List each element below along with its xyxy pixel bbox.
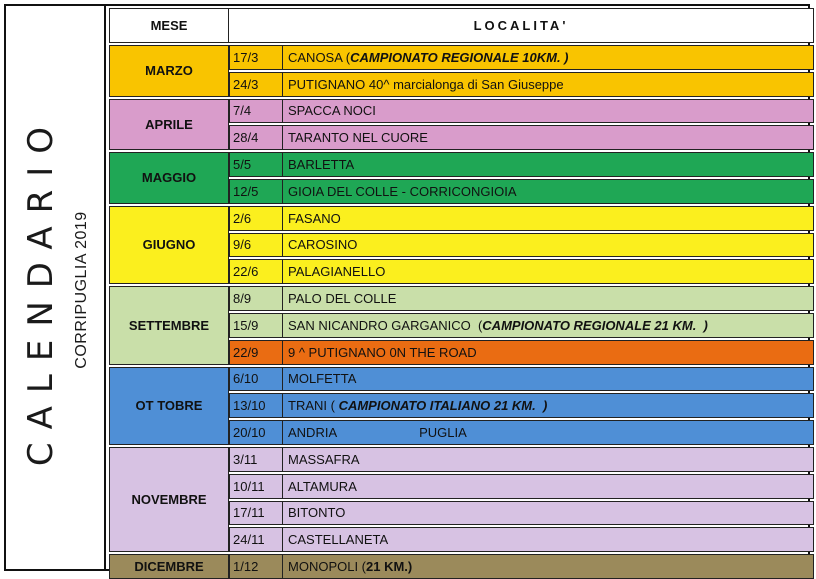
table-header: [109, 8, 814, 43]
event-place: PALO DEL COLLE: [288, 291, 397, 307]
header-localita: LOCALITA': [229, 8, 814, 43]
event-date: 7/4: [230, 100, 283, 123]
month-group-ot-tobre: [109, 367, 814, 445]
event-date: 5/5: [230, 153, 283, 176]
event-date: 17/3: [230, 46, 283, 69]
event-place: PUTIGNANO 40^ marcialonga di San Giuseppe: [288, 76, 564, 92]
month-group-maggio: [109, 152, 814, 204]
event-date: 22/9: [230, 341, 283, 364]
event-place: TRANI (: [288, 398, 335, 414]
month-group-settembre: [109, 286, 814, 364]
month-groups: [109, 45, 814, 579]
month-label: MAGGIO: [109, 152, 229, 204]
event-place: ALTAMURA: [288, 478, 357, 494]
month-group-aprile: [109, 99, 814, 151]
event-row: [229, 340, 814, 365]
event-note: CAMPIONATO REGIONALE 10KM. ): [350, 49, 569, 65]
event-place: MONOPOLI (: [288, 559, 367, 575]
event-place: SPACCA NOCI: [288, 103, 376, 119]
event-date: 24/11: [230, 528, 283, 551]
event-date: 15/9: [230, 314, 283, 337]
event-place: 9 ^ PUTIGNANO 0N THE ROAD: [288, 344, 477, 360]
event-row: [229, 420, 814, 445]
event-row: [229, 206, 814, 231]
calendar-subtitle: CORRIPUGLIA 2019: [73, 211, 90, 369]
month-label: GIUGNO: [109, 206, 229, 284]
event-place: PALAGIANELLO: [288, 264, 386, 280]
event-date: 17/11: [230, 502, 283, 525]
event-place: TARANTO NEL CUORE: [288, 130, 428, 146]
event-list: [229, 447, 814, 552]
event-row: [229, 554, 814, 579]
event-place: CASTELLANETA: [288, 532, 389, 548]
event-row: [229, 233, 814, 258]
event-place: GIOIA DEL COLLE - CORRICONGIOIA: [288, 183, 517, 199]
event-row: [229, 447, 814, 472]
event-row: [229, 45, 814, 70]
header-mese: MESE: [109, 8, 229, 43]
calendar-frame: [4, 4, 810, 575]
event-place: CANOSA (: [288, 49, 351, 65]
month-label: MARZO: [109, 45, 229, 97]
event-place: MASSAFRA: [288, 451, 360, 467]
event-date: 20/10: [230, 421, 283, 444]
event-date: 9/6: [230, 234, 283, 257]
event-date: 13/10: [230, 394, 283, 417]
event-row: [229, 393, 814, 418]
event-row: [229, 474, 814, 499]
event-row: [229, 286, 814, 311]
event-place: BARLETTA: [288, 157, 355, 173]
event-row: [229, 527, 814, 552]
calendar-title: CALENDARIO: [21, 113, 61, 467]
calendar-table: [109, 8, 814, 579]
event-place: CAROSINO: [288, 237, 358, 253]
event-list: [229, 286, 814, 364]
month-group-giugno: [109, 206, 814, 284]
event-note: CAMPIONATO ITALIANO 21 KM. ): [334, 398, 548, 414]
event-row: [229, 152, 814, 177]
event-place: ANDRIA: [288, 425, 338, 441]
event-place: FASANO: [288, 210, 341, 226]
event-date: 2/6: [230, 207, 283, 230]
event-date: 3/11: [230, 448, 283, 471]
event-list: [229, 206, 814, 284]
event-list: [229, 367, 814, 445]
event-note: CAMPIONATO REGIONALE 21 KM. ): [482, 317, 708, 333]
event-row: [229, 179, 814, 204]
event-place: BITONTO: [288, 505, 346, 521]
month-label: APRILE: [109, 99, 229, 151]
event-date: 1/12: [230, 555, 283, 578]
event-row: [229, 313, 814, 338]
event-date: 12/5: [230, 180, 283, 203]
event-date: 10/11: [230, 475, 283, 498]
month-group-dicembre: [109, 554, 814, 579]
event-date: 28/4: [230, 126, 283, 149]
month-label: NOVEMBRE: [109, 447, 229, 552]
event-list: [229, 554, 814, 579]
month-label: OT TOBRE: [109, 367, 229, 445]
event-date: 22/6: [230, 260, 283, 283]
month-group-novembre: [109, 447, 814, 552]
event-place: SAN NICANDRO GARGANICO (: [288, 317, 483, 333]
month-label: SETTEMBRE: [109, 286, 229, 364]
event-date: 24/3: [230, 73, 283, 96]
event-list: [229, 45, 814, 97]
event-extra: PUGLIA: [419, 425, 467, 441]
event-date: 8/9: [230, 287, 283, 310]
event-list: [229, 99, 814, 151]
event-date: 6/10: [230, 368, 283, 391]
side-panel: [6, 6, 106, 569]
event-distance: 21 KM.): [366, 559, 413, 575]
event-place: MOLFETTA: [288, 371, 357, 387]
event-row: [229, 259, 814, 284]
event-row: [229, 501, 814, 526]
event-row: [229, 72, 814, 97]
event-row: [229, 99, 814, 124]
event-row: [229, 125, 814, 150]
month-label: DICEMBRE: [109, 554, 229, 579]
event-row: [229, 367, 814, 392]
event-list: [229, 152, 814, 204]
month-group-marzo: [109, 45, 814, 97]
